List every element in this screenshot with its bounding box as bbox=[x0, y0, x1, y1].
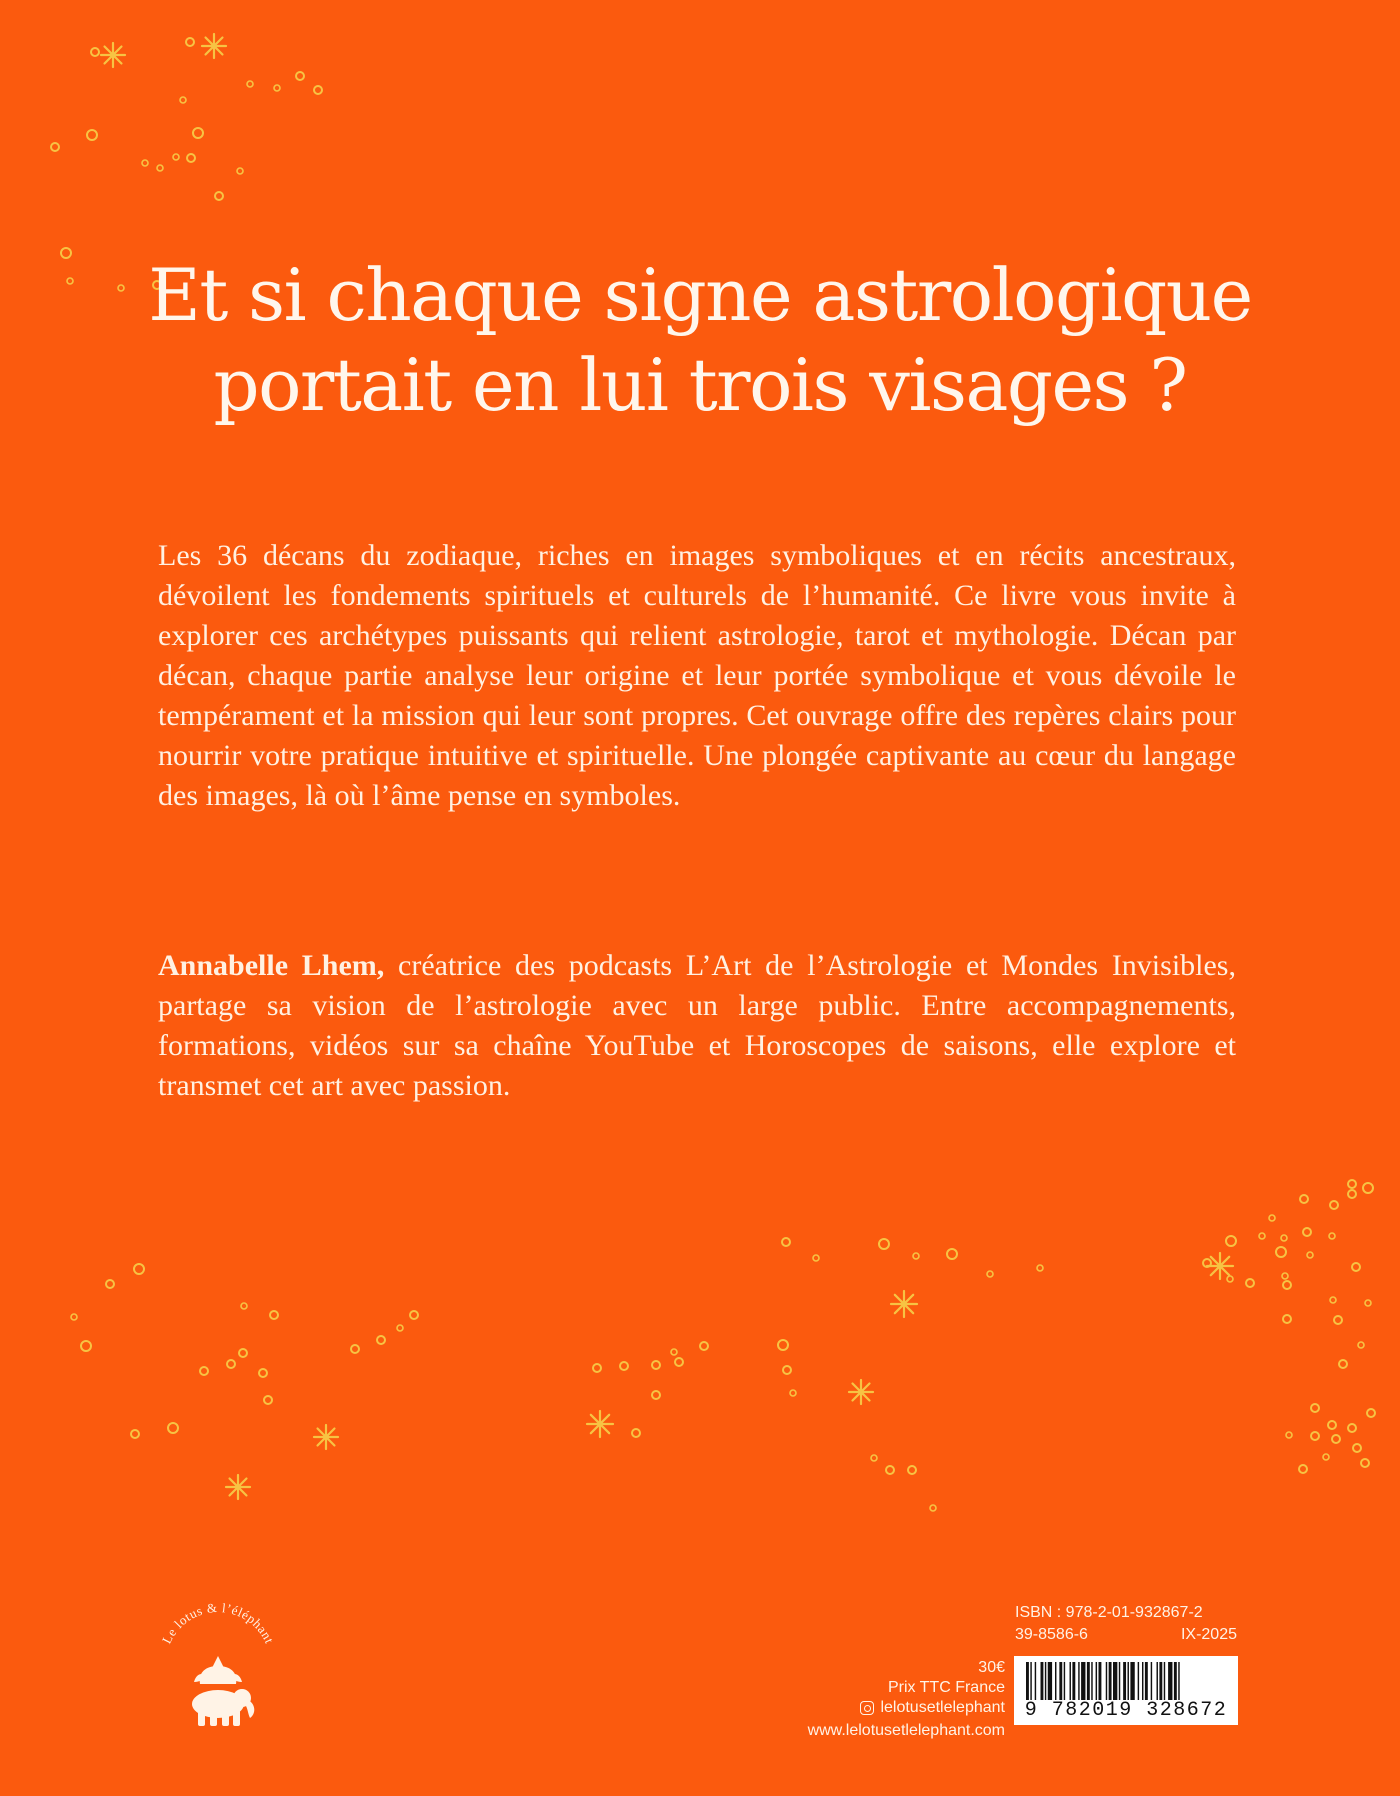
barcode-bar bbox=[1130, 1662, 1134, 1700]
star-dot bbox=[71, 1314, 77, 1320]
star-dot bbox=[1328, 1421, 1336, 1429]
star-dot bbox=[67, 278, 73, 284]
star-dot bbox=[1246, 1279, 1254, 1287]
barcode-bar bbox=[1178, 1662, 1179, 1700]
barcode-bar bbox=[1070, 1662, 1071, 1700]
star-dot bbox=[652, 1391, 660, 1399]
star-dot bbox=[1330, 1297, 1336, 1303]
star-dot bbox=[377, 1336, 385, 1344]
star-dot bbox=[241, 1303, 247, 1309]
star-sparkle bbox=[891, 1291, 917, 1317]
price-and-contact bbox=[760, 1658, 1005, 1741]
star-dot bbox=[131, 1430, 139, 1438]
star-dot bbox=[1283, 1315, 1291, 1323]
star-dot bbox=[186, 38, 194, 46]
star-dot bbox=[1353, 1444, 1361, 1452]
star-dot bbox=[227, 1360, 235, 1368]
instagram-handle: lelotusetlelephant bbox=[880, 1699, 1005, 1716]
star-sparkle bbox=[1207, 1253, 1233, 1279]
publisher-website[interactable]: www.lelotusetlelephant.com bbox=[807, 1722, 1005, 1739]
isbn-label: ISBN : 978-2-01-932867-2 bbox=[1015, 1604, 1203, 1621]
star-sparkle bbox=[202, 34, 226, 58]
barcode-bar bbox=[1026, 1662, 1029, 1700]
barcode-bar bbox=[1096, 1662, 1097, 1700]
star-dot bbox=[620, 1362, 628, 1370]
star-dot bbox=[270, 1311, 278, 1319]
star-dot bbox=[1299, 1465, 1307, 1473]
star-dot bbox=[1367, 1409, 1375, 1417]
barcode-bar bbox=[1106, 1662, 1107, 1700]
star-dot bbox=[91, 48, 99, 56]
barcode-bar bbox=[1164, 1662, 1165, 1700]
star-dot bbox=[871, 1455, 877, 1461]
star-dot bbox=[264, 1396, 272, 1404]
star-sparkle bbox=[226, 1475, 250, 1499]
barcode-bar bbox=[1123, 1662, 1126, 1700]
barcode-bar bbox=[1048, 1662, 1052, 1700]
star-dot bbox=[790, 1390, 796, 1396]
star-dot bbox=[1363, 1183, 1373, 1193]
instagram-icon bbox=[860, 1701, 874, 1715]
barcode-bar bbox=[1072, 1662, 1075, 1700]
barcode-bar bbox=[1151, 1662, 1152, 1700]
star-dot bbox=[259, 1369, 267, 1377]
barcode-bar bbox=[1157, 1662, 1158, 1700]
star-dot bbox=[1365, 1300, 1371, 1306]
star-dot bbox=[239, 1349, 247, 1357]
star-dot bbox=[593, 1364, 601, 1372]
star-dot bbox=[142, 160, 148, 166]
star-dot bbox=[813, 1255, 819, 1261]
barcode-bar bbox=[1064, 1662, 1065, 1700]
star-dot bbox=[1037, 1265, 1043, 1271]
star-dot bbox=[106, 1280, 114, 1288]
star-dot bbox=[173, 154, 179, 160]
barcode-bar bbox=[1174, 1662, 1177, 1700]
star-dot bbox=[1330, 1201, 1338, 1209]
barcode-bar bbox=[1055, 1662, 1056, 1700]
star-dot bbox=[180, 97, 186, 103]
star-dot bbox=[296, 72, 304, 80]
star-dot bbox=[1358, 1342, 1364, 1348]
star-dot bbox=[987, 1271, 993, 1277]
star-dot bbox=[61, 248, 71, 258]
star-dot bbox=[134, 1264, 144, 1274]
star-dot bbox=[168, 1423, 178, 1433]
barcode-bar bbox=[1142, 1662, 1143, 1700]
star-dot bbox=[1339, 1360, 1347, 1368]
star-dot bbox=[247, 81, 253, 87]
star-dot bbox=[783, 1366, 791, 1374]
star-dot bbox=[193, 128, 203, 138]
star-dot bbox=[947, 1249, 957, 1259]
star-dot bbox=[675, 1358, 683, 1366]
barcode-bar bbox=[1045, 1662, 1046, 1700]
star-dot bbox=[778, 1340, 788, 1350]
instagram-handle-row[interactable] bbox=[860, 1698, 1005, 1718]
barcode-bar bbox=[1087, 1662, 1090, 1700]
star-dot bbox=[1361, 1459, 1369, 1467]
price-label: Prix TTC France bbox=[887, 1679, 1005, 1696]
star-dot bbox=[410, 1311, 418, 1319]
star-dot bbox=[1276, 1247, 1286, 1257]
isbn-block bbox=[1015, 1602, 1237, 1646]
barcode-bar bbox=[1078, 1662, 1079, 1700]
star-dot bbox=[1323, 1454, 1329, 1460]
publisher-logo-text: Le lotus & l’éléphant bbox=[158, 1599, 278, 1646]
star-dot bbox=[1283, 1281, 1291, 1289]
star-dot bbox=[1227, 1276, 1233, 1282]
barcode-number: 9 782019 328672 bbox=[1024, 1699, 1228, 1722]
star-dot bbox=[1281, 1235, 1287, 1241]
star-dot bbox=[930, 1505, 936, 1511]
author-bio bbox=[158, 946, 1236, 1106]
barcode-bar bbox=[1109, 1662, 1112, 1700]
price-amount: 30€ bbox=[978, 1659, 1005, 1676]
star-dot bbox=[1259, 1233, 1265, 1239]
star-sparkle bbox=[849, 1380, 873, 1404]
star-dot bbox=[1348, 1190, 1356, 1198]
barcode-bar bbox=[1159, 1662, 1162, 1700]
star-dot bbox=[1311, 1432, 1319, 1440]
star-dot bbox=[1269, 1215, 1275, 1221]
author-bio-text: créatrice des podcasts L’Art de l’Astrologie et Mondes Invisibles, partage sa vision de l’astrologie avec un large public. Entre accompagnements, formations, vidéos sur sa chaîne YouTube et Horoscopes de saisons, elle explore et transmet cet art avec passion. bbox=[158, 949, 1236, 1102]
star-sparkle bbox=[587, 1411, 613, 1437]
barcode-bar bbox=[1168, 1662, 1172, 1700]
barcode-bar bbox=[1035, 1662, 1036, 1700]
star-dot bbox=[782, 1238, 790, 1246]
svg-text:Le lotus & l’éléphant bbox=[159, 1600, 277, 1646]
star-dot bbox=[51, 143, 59, 151]
star-dot bbox=[1348, 1424, 1356, 1432]
barcode bbox=[1014, 1656, 1238, 1725]
star-dot bbox=[1329, 1233, 1335, 1239]
star-dot bbox=[1332, 1435, 1340, 1443]
star-dot bbox=[81, 1341, 91, 1351]
star-dot bbox=[200, 1367, 208, 1375]
star-dot bbox=[1334, 1316, 1342, 1324]
star-dot bbox=[1307, 1252, 1313, 1258]
product-code: 39-8586-6 bbox=[1015, 1626, 1088, 1643]
publisher-logo bbox=[148, 1586, 288, 1746]
barcode-bar bbox=[1041, 1662, 1044, 1700]
star-dot bbox=[886, 1466, 894, 1474]
barcode-bar bbox=[1138, 1662, 1139, 1700]
barcode-bar bbox=[1119, 1662, 1120, 1700]
star-dot bbox=[913, 1253, 919, 1259]
author-name: Annabelle Lhem, bbox=[158, 949, 385, 982]
star-sparkle bbox=[101, 43, 125, 67]
elephant-lotus-icon bbox=[192, 1656, 254, 1726]
edition-code: IX-2025 bbox=[1180, 1626, 1237, 1643]
barcode-bar bbox=[1030, 1662, 1031, 1700]
star-dot bbox=[1352, 1263, 1360, 1271]
star-dot bbox=[274, 85, 280, 91]
star-dot bbox=[215, 192, 223, 200]
star-dot bbox=[652, 1361, 660, 1369]
star-dot bbox=[1303, 1228, 1311, 1236]
star-dot bbox=[397, 1325, 403, 1331]
barcode-bar bbox=[1091, 1662, 1092, 1700]
star-dot bbox=[351, 1345, 359, 1353]
barcode-bar bbox=[1081, 1662, 1085, 1700]
headline-line-2: portait en lui trois visages ? bbox=[213, 343, 1187, 427]
star-dot bbox=[1348, 1180, 1356, 1188]
star-dot bbox=[87, 130, 97, 140]
star-dot bbox=[1226, 1236, 1236, 1246]
star-dot bbox=[1300, 1195, 1308, 1203]
star-dot bbox=[314, 86, 322, 94]
star-dot bbox=[908, 1466, 916, 1474]
star-dot bbox=[700, 1342, 708, 1350]
star-dot bbox=[157, 165, 163, 171]
star-dot bbox=[1311, 1404, 1319, 1412]
star-dot bbox=[632, 1429, 640, 1437]
barcode-bar bbox=[1145, 1662, 1148, 1700]
barcode-bar bbox=[1128, 1662, 1129, 1700]
star-dot bbox=[1286, 1432, 1292, 1438]
headline-line-1: Et si chaque signe astrologique bbox=[148, 253, 1252, 337]
star-dot bbox=[879, 1239, 889, 1249]
star-dot bbox=[1282, 1273, 1288, 1279]
star-dot bbox=[671, 1349, 677, 1355]
barcode-bar bbox=[1099, 1662, 1102, 1700]
barcode-bar bbox=[1113, 1662, 1117, 1700]
barcode-bar bbox=[1059, 1662, 1062, 1700]
star-sparkle bbox=[314, 1425, 338, 1449]
star-dot bbox=[237, 168, 243, 174]
cover-headline bbox=[100, 250, 1300, 430]
book-description: Les 36 décans du zodiaque, riches en images symboliques et en récits ancestraux, dévoilent les fondements spirituels et culturels de l’humanité. Ce livre vous invite à explorer ces archétypes puissants qui relient astrologie, tarot et mythologie. Décan par décan, chaque partie analyse leur origine et leur portée symbolique et vous dévoile le tempérament et la mission qui leur sont propres. Cet ouvrage offre des repères clairs pour nourrir votre pratique intuitive et spirituelle. Une plongée captivante au cœur du langage des images, là où l’âme pense en symboles. bbox=[158, 539, 1236, 812]
star-dot bbox=[187, 154, 195, 162]
